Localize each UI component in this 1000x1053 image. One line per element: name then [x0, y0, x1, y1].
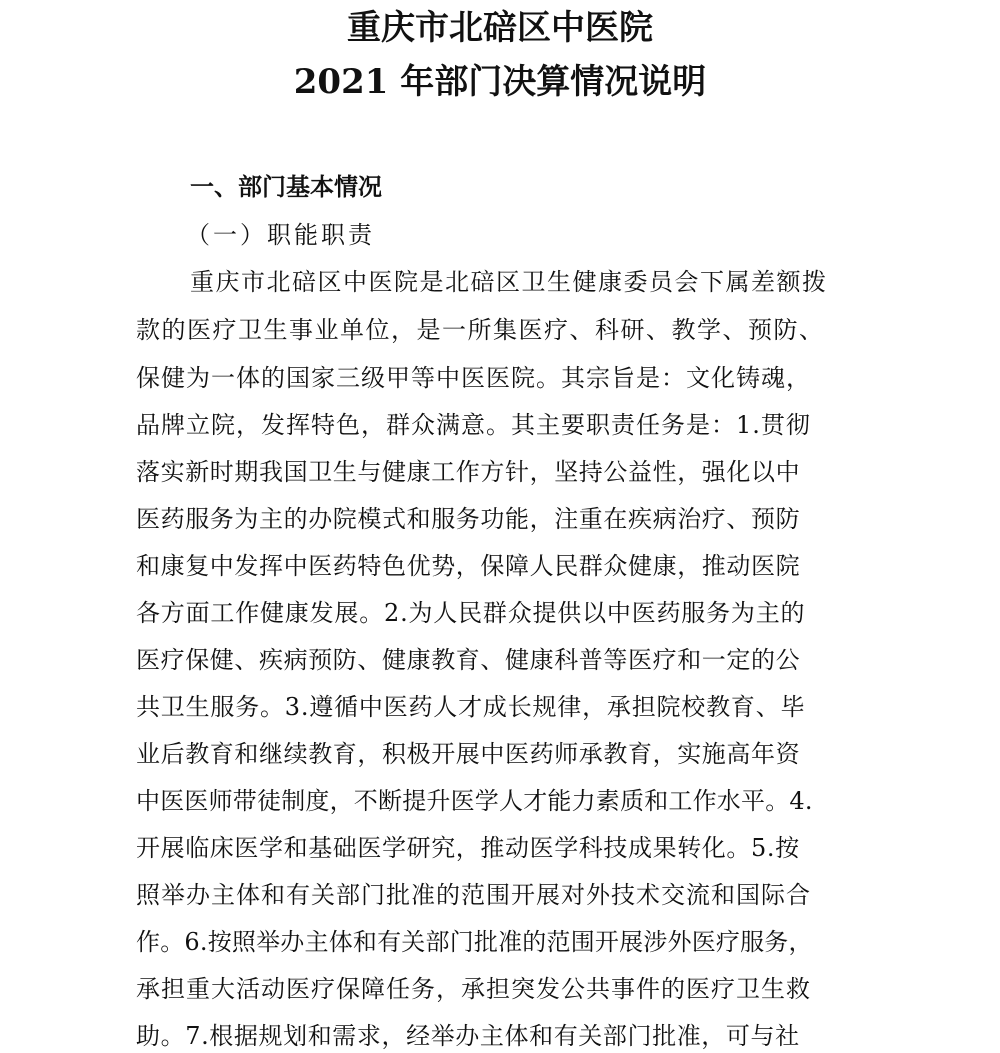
body-line: 业后教育和继续教育，积极开展中医药师承教育，实施高年资	[136, 740, 801, 768]
body-line: 医疗保健、疾病预防、健康教育、健康科普等医疗和一定的公	[136, 646, 801, 674]
document-title-line-2: 2021 年部门决算情况说明	[293, 62, 707, 102]
body-line: 作。6.按照举办主体和有关部门批准的范围开展涉外医疗服务，	[136, 928, 813, 956]
body-line: 共卫生服务。3.遵循中医药人才成长规律，承担院校教育、毕	[136, 693, 806, 721]
body-line: 各方面工作健康发展。2.为人民群众提供以中医药服务为主的	[136, 599, 806, 627]
body-line: 医药服务为主的办院模式和服务功能，注重在疾病治疗、预防	[136, 505, 801, 533]
body-line: 落实新时期我国卫生与健康工作方针，坚持公益性，强化以中	[136, 458, 801, 486]
body-line: 照举办主体和有关部门批准的范围开展对外技术交流和国际合	[136, 881, 811, 909]
body-line: 重庆市北碚区中医院是北碚区卫生健康委员会下属差额拨	[190, 268, 828, 296]
body-line: 和康复中发挥中医药特色优势，保障人民群众健康，推动医院	[136, 552, 801, 580]
section-heading: 一、部门基本情况	[190, 173, 382, 201]
body-line: 助。7.根据规划和需求，经举办主体和有关部门批准，可与社	[136, 1022, 800, 1050]
body-line: 保健为一体的国家三级甲等中医医院。其宗旨是：文化铸魂，	[136, 364, 811, 392]
body-line: 品牌立院，发挥特色，群众满意。其主要职责任务是：1.贯彻	[136, 411, 811, 439]
body-line: 承担重大活动医疗保障任务，承担突发公共事件的医疗卫生救	[136, 975, 811, 1003]
document-title-line-1: 重庆市北碚区中医院	[347, 8, 653, 48]
body-line: 中医医师带徒制度，不断提升医学人才能力素质和工作水平。4.	[136, 787, 813, 815]
subsection-heading: （一）职能职责	[186, 221, 375, 249]
body-line: 款的医疗卫生事业单位，是一所集医疗、科研、教学、预防、	[136, 316, 825, 344]
body-line: 开展临床医学和基础医学研究，推动医学科技成果转化。5.按	[136, 834, 800, 862]
